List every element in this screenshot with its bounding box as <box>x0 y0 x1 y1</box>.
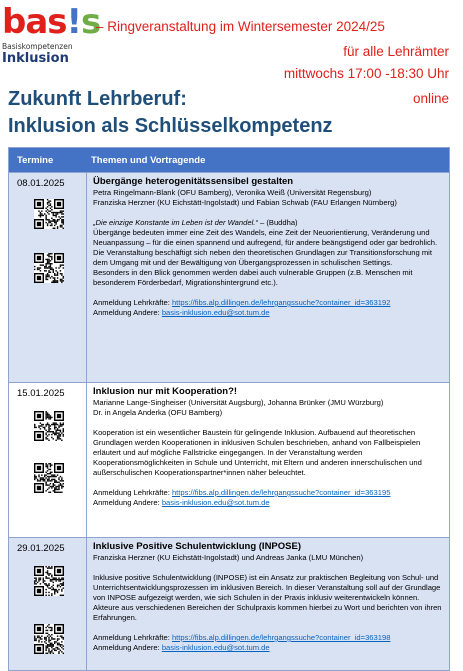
event-speakers: Franziska Herzner (KU Eichstätt-Ingolstadt) und Andreas Janka (LMU München) <box>93 553 364 562</box>
logo-wordmark: bas!s <box>2 2 101 42</box>
basis-logo <box>0 2 101 66</box>
event-title: Inklusive Positive Schulentwicklung (INPOSE) <box>93 541 301 552</box>
event-speakers: Dr. in Angela Anderka (OFU Bamberg) <box>93 408 223 417</box>
email-link[interactable]: basis-inklusion.edu@sot.tum.de <box>161 643 270 652</box>
column-header-topics: Themen und Vortragende <box>91 154 206 166</box>
event-description: Besonders in den Blick genommen werden dabei auch vulnerable Gruppen (z.B. Menschen mit besonderem Förderbedarf, Migrationshintergrund etc.). <box>93 268 413 287</box>
audience: für alle Lehrämter <box>343 44 449 59</box>
event-title: Inklusion nur mit Kooperation?! <box>93 386 238 397</box>
qr-code-icon[interactable] <box>34 624 64 654</box>
event-description: Übergänge bedeuten immer eine Zeit des Wandels, eine Zeit der Neuorientierung, Veränderung und Neuanpassung – für die einen spannend und aufregend, für andere beängstigend oder gar bedrohlich. Die Veranstaltung beschäftigt sich neben den theoretischen Grundlagen zur Transitionsforschung mit dem Umgang mit und der Bewältigung von Übergangsprozessen in schulischen Settings. <box>93 228 438 267</box>
registration-teachers: Anmeldung Lehrkräfte: https://fibs.alp.dillingen.de/lehrgangssuche?container_id=363195 <box>93 488 391 497</box>
event-speakers: Marianne Lange-Singheiser (Universität Augsburg), Johanna Brünker (JMU Würzburg) <box>93 398 384 407</box>
date-cell <box>9 173 87 382</box>
logo-name: Inklusion <box>2 51 69 66</box>
registration-link[interactable]: https://fibs.alp.dillingen.de/lehrgangssuche?container_id=363192 <box>171 298 391 307</box>
date-cell <box>9 538 87 670</box>
table-row <box>9 172 449 382</box>
qr-code-icon[interactable] <box>34 199 64 229</box>
event-description: Kooperation ist ein wesentlicher Baustein für gelingende Inklusion. Aufbauend auf theoretischen Grundlagen werden Kooperationen in inklusiven Schulen beschrieben, anhand von Fallbeispielen erläutert und auf mögliche Fallstricke eingegangen. In der Veranstaltung werden Kooperationsmöglichkeiten in Schule und Unterricht, mit Eltern und anderen innerschulischen und außerschulischen Kooperationspartner*innen näher beleuchtet. <box>93 428 422 477</box>
event-speakers: Petra Ringelmann-Blank (OFU Bamberg), Veronika Weiß (Universität Regensburg) <box>93 188 372 197</box>
registration-teachers: Anmeldung Lehrkräfte: https://fibs.alp.dillingen.de/lehrgangssuche?container_id=363192 <box>93 298 391 307</box>
date-cell <box>9 383 87 537</box>
content-cell <box>87 173 449 382</box>
qr-code-icon[interactable] <box>34 411 64 441</box>
qr-code-icon[interactable] <box>34 463 64 493</box>
logo-subtitle: Basiskompetenzen <box>2 42 73 51</box>
event-date: 08.01.2025 <box>17 178 65 189</box>
event-speakers: Franziska Herzner (KU Eichstätt-Ingolstadt) und Fabian Schwab (FAU Erlangen Nürnberg) <box>93 198 397 207</box>
email-link[interactable]: basis-inklusion.edu@sot.tum.de <box>161 308 270 317</box>
event-date: 15.01.2025 <box>17 388 65 399</box>
registration-others: Anmeldung Andere: basis-inklusion.edu@sot.tum.de <box>93 643 270 652</box>
registration-teachers: Anmeldung Lehrkräfte: https://fibs.alp.dillingen.de/lehrgangssuche?container_id=363198 <box>93 633 391 642</box>
content-cell <box>87 383 449 537</box>
table-row <box>9 537 449 670</box>
schedule: mittwochs 17:00 -18:30 Uhr <box>283 66 449 81</box>
event-description: Inklusive positive Schulentwicklung (INPOSE) ist ein Ansatz zur praktischen Begleitung von Schul- und Unterrichtsentwicklungsprozessen im inklusiven Bereich. In dieser Veranstaltung soll auf der Grundlage von INPOSE aufgezeigt werden, wie sich Schulen in der Praxis inklusiv weiterentwickeln können. Akteure aus verschiedenen Bereichen der Schulpraxis kommen hierbei zu Wort und berichten von ihren Erfahrungen. <box>93 573 442 622</box>
series-title: – Ringveranstaltung im Wintersemester 2024/25 <box>96 19 385 34</box>
registration-link[interactable]: https://fibs.alp.dillingen.de/lehrgangssuche?container_id=363198 <box>171 633 391 642</box>
email-link[interactable]: basis-inklusion.edu@sot.tum.de <box>161 498 270 507</box>
event-title: Übergänge heterogenitätssensibel gestalten <box>93 176 294 187</box>
format: online <box>412 91 449 106</box>
table-row <box>9 382 449 537</box>
page-title: Zukunft Lehrberuf: Inklusion als Schlüsselkompetenz <box>8 88 333 137</box>
event-quote: „Die einzige Konstante im Leben ist der Wandel.“ – (Buddha) <box>93 218 298 227</box>
schedule-table <box>8 147 450 671</box>
column-header-dates: Termine <box>17 154 54 166</box>
qr-code-icon[interactable] <box>34 566 64 596</box>
qr-code-icon[interactable] <box>34 253 64 283</box>
event-date: 29.01.2025 <box>17 543 65 554</box>
table-header <box>9 148 449 172</box>
registration-link[interactable]: https://fibs.alp.dillingen.de/lehrgangssuche?container_id=363195 <box>171 488 391 497</box>
content-cell <box>87 538 449 670</box>
registration-others: Anmeldung Andere: basis-inklusion.edu@sot.tum.de <box>93 498 270 507</box>
registration-others: Anmeldung Andere: basis-inklusion.edu@sot.tum.de <box>93 308 270 317</box>
